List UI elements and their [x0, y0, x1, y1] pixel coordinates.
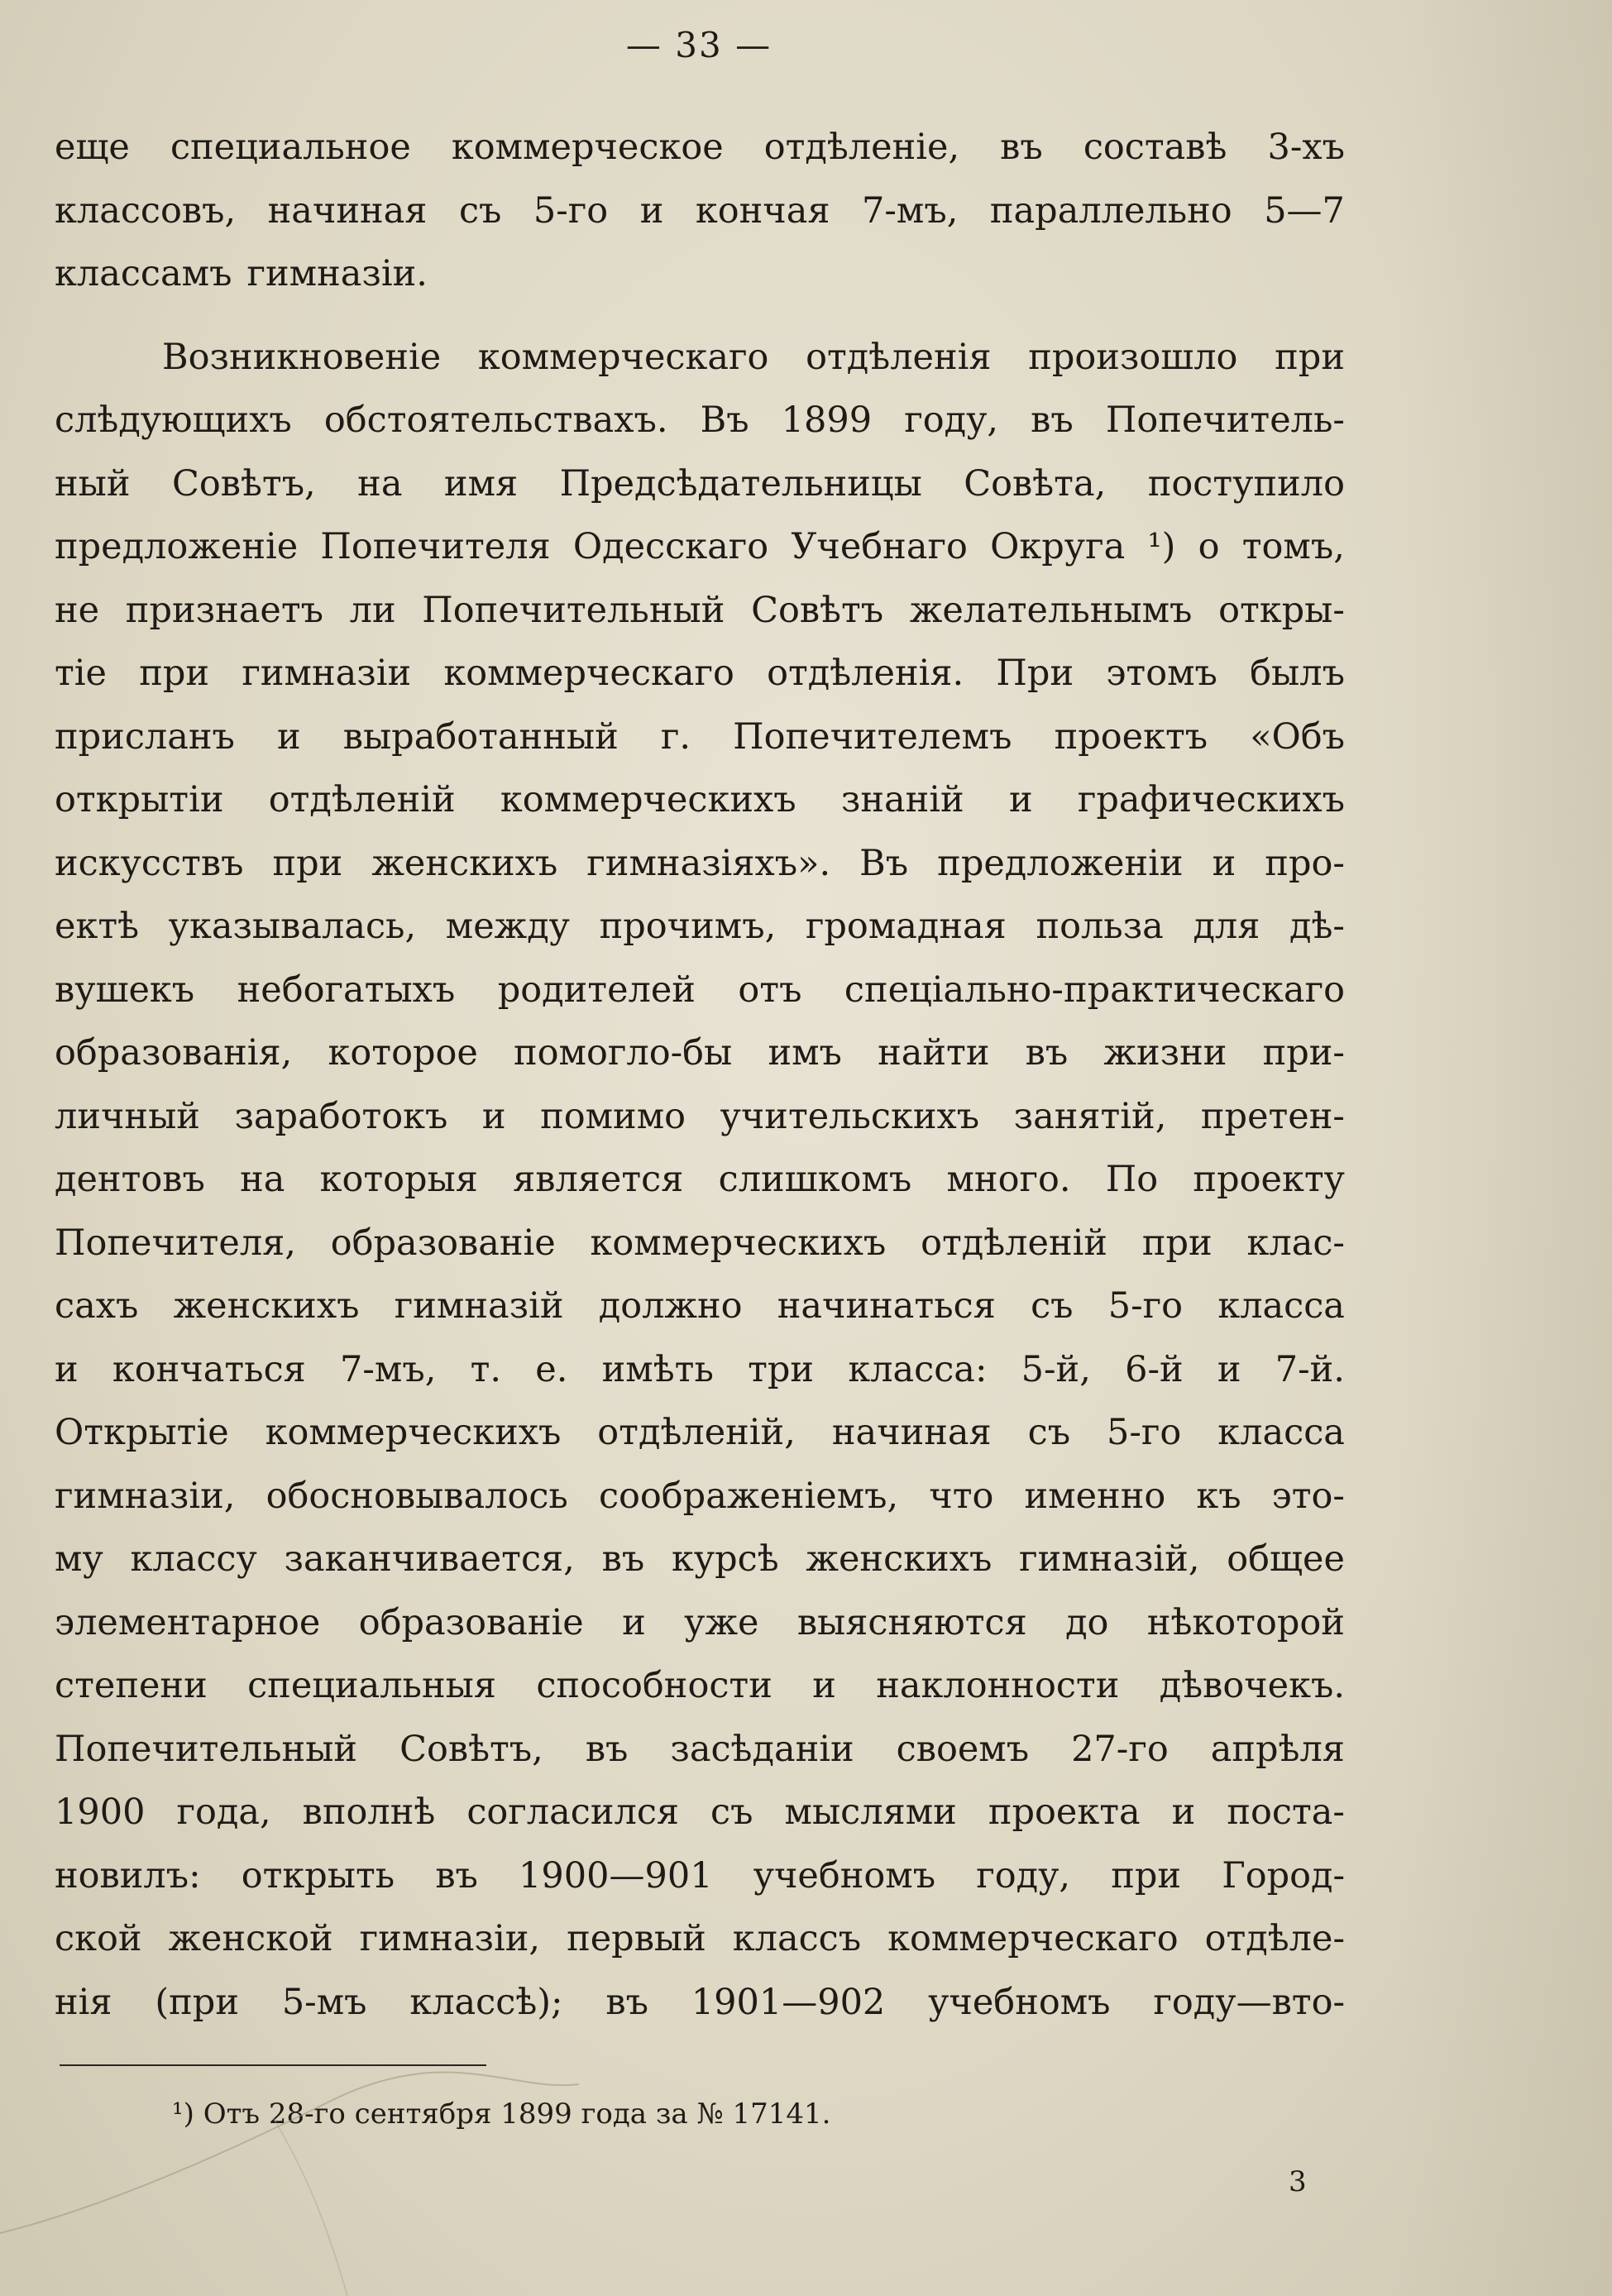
text-line: гимназіи, обосновывалось соображеніемъ, что именно къ это- — [55, 1475, 1345, 1517]
text-line: сахъ женскихъ гимназій должно начинаться съ 5-го класса — [55, 1285, 1345, 1327]
text-line: не признаетъ ли Попечительный Совѣтъ желательнымъ откры- — [55, 589, 1345, 631]
text-line: открытіи отдѣленій коммерческихъ знаній и графическихъ — [55, 779, 1345, 820]
text-line: слѣдующихъ обстоятельствахъ. Въ 1899 году, въ Попечитель- — [55, 399, 1345, 441]
text-line: классовъ, начиная съ 5-го и кончая 7-мъ, параллельно 5—7 — [55, 189, 1345, 232]
footnote: ¹) Отъ 28-го сентября 1899 года за № 17141. — [172, 2097, 831, 2131]
text-line: и кончаться 7-мъ, т. е. имѣть три класса: 5-й, 6-й и 7-й. — [55, 1348, 1345, 1390]
body-text — [55, 116, 1345, 2034]
text-line: ектѣ указывалась, между прочимъ, громадная польза для дѣ- — [55, 906, 1345, 947]
text-line: присланъ и выработанный г. Попечителемъ проектъ «Объ — [55, 715, 1345, 758]
text-line: Возникновеніе коммерческаго отдѣленія произошло при — [162, 336, 1345, 378]
text-line: нія (при 5-мъ классѣ); въ 1901—902 учебномъ году—вто- — [55, 1981, 1345, 2023]
text-line: Попечительный Совѣтъ, въ засѣданіи своемъ 27-го апрѣля — [55, 1728, 1345, 1770]
text-line: 1900 года, вполнѣ согласился съ мыслями проекта и поста- — [55, 1791, 1345, 1833]
text-line: личный заработокъ и помимо учительскихъ занятій, претен- — [55, 1095, 1345, 1137]
text-line: еще специальное коммерческое отдѣленіе, въ составѣ 3-хъ — [55, 127, 1345, 168]
text-line: степени специальныя способности и наклонности дѣвочекъ. — [55, 1665, 1345, 1706]
paper-crease — [0, 2068, 579, 2296]
text-line: му классу заканчивается, въ курсѣ женскихъ гимназій, общее — [55, 1538, 1345, 1580]
text-line: предложеніе Попечителя Одесскаго Учебнаго Округа ¹) о томъ, — [55, 526, 1345, 567]
footnote-rule — [60, 2064, 486, 2066]
text-line: тіе при гимназіи коммерческаго отдѣленія. При этомъ былъ — [55, 653, 1345, 694]
text-line: искусствъ при женскихъ гимназіяхъ». Въ предложеніи и про- — [55, 842, 1345, 884]
page-number: — 33 — — [625, 25, 773, 65]
text-line: ской женской гимназіи, первый классъ коммерческаго отдѣле- — [55, 1918, 1345, 1959]
text-line: ный Совѣтъ, на имя Предсѣдательницы Совѣта, поступило — [55, 462, 1345, 505]
text-line: Попечителя, образованіе коммерческихъ отдѣленій при клас- — [55, 1222, 1345, 1264]
signature-mark: 3 — [1289, 2165, 1307, 2198]
text-line: новилъ: открыть въ 1900—901 учебномъ году, при Город- — [55, 1854, 1345, 1897]
text-line: образованія, которое помогло-бы имъ найти въ жизни при- — [55, 1032, 1345, 1074]
text-line: Открытіе коммерческихъ отдѣленій, начиная съ 5-го класса — [55, 1412, 1345, 1453]
text-line: элементарное образованіе и уже выясняются до нѣкоторой — [55, 1601, 1345, 1643]
text-line: вушекъ небогатыхъ родителей отъ спеціально-практическаго — [55, 969, 1345, 1011]
text-line: классамъ гимназіи. — [55, 253, 428, 294]
text-line: дентовъ на которыя является слишкомъ много. По проекту — [55, 1159, 1345, 1200]
bleed-through-shading — [1397, 0, 1612, 2296]
paragraph-gap — [55, 306, 1345, 326]
